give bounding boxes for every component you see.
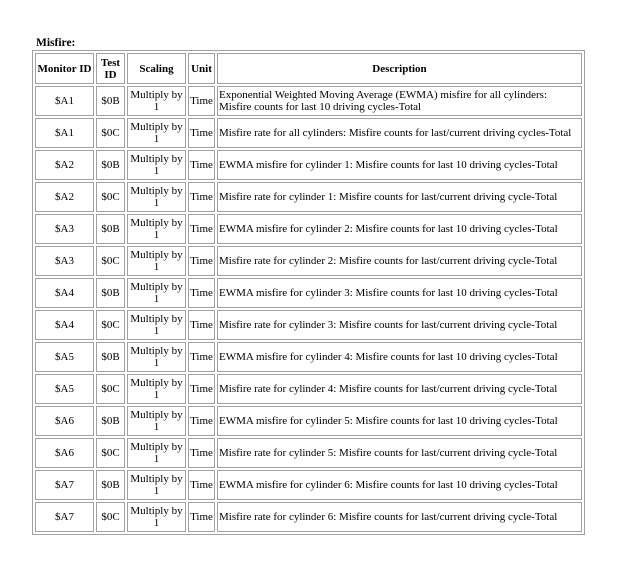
table-row — [35, 502, 582, 532]
description-cell: Misfire rate for cylinder 3: Misfire counts for last/current driving cycle-Total — [217, 310, 582, 340]
monitor-id-cell: $A1 — [35, 86, 94, 116]
table-row — [35, 374, 582, 404]
monitor-id-cell: $A1 — [35, 118, 94, 148]
unit-cell: Time — [188, 342, 215, 372]
unit-cell: Time — [188, 502, 215, 532]
scaling-cell: Multiply by 1 — [127, 86, 186, 116]
scaling-cell: Multiply by 1 — [127, 470, 186, 500]
unit-cell: Time — [188, 406, 215, 436]
monitor-id-cell: $A3 — [35, 246, 94, 276]
unit-cell: Time — [188, 470, 215, 500]
scaling-cell: Multiply by 1 — [127, 182, 186, 212]
test-id-cell: $0C — [96, 502, 125, 532]
description-cell: EWMA misfire for cylinder 3: Misfire counts for last 10 driving cycles-Total — [217, 278, 582, 308]
description-cell: Misfire rate for cylinder 4: Misfire counts for last/current driving cycle-Total — [217, 374, 582, 404]
monitor-id-cell: $A5 — [35, 342, 94, 372]
monitor-id-cell: $A3 — [35, 214, 94, 244]
table-row — [35, 470, 582, 500]
description-cell: EWMA misfire for cylinder 5: Misfire counts for last 10 driving cycles-Total — [217, 406, 582, 436]
scaling-cell: Multiply by 1 — [127, 310, 186, 340]
scaling-cell: Multiply by 1 — [127, 342, 186, 372]
table-row — [35, 310, 582, 340]
test-id-cell: $0C — [96, 310, 125, 340]
table-row — [35, 342, 582, 372]
table-row — [35, 86, 582, 116]
scaling-cell: Multiply by 1 — [127, 374, 186, 404]
description-cell: EWMA misfire for cylinder 4: Misfire counts for last 10 driving cycles-Total — [217, 342, 582, 372]
table-row — [35, 406, 582, 436]
test-id-cell: $0B — [96, 86, 125, 116]
monitor-id-cell: $A6 — [35, 438, 94, 468]
table-row — [35, 214, 582, 244]
unit-cell: Time — [188, 86, 215, 116]
monitor-id-cell: $A7 — [35, 470, 94, 500]
unit-cell: Time — [188, 118, 215, 148]
unit-cell: Time — [188, 374, 215, 404]
monitor-id-cell: $A6 — [35, 406, 94, 436]
header-test-id: Test ID — [96, 53, 125, 84]
scaling-cell: Multiply by 1 — [127, 278, 186, 308]
scaling-cell: Multiply by 1 — [127, 406, 186, 436]
description-cell: EWMA misfire for cylinder 6: Misfire counts for last 10 driving cycles-Total — [217, 470, 582, 500]
scaling-cell: Multiply by 1 — [127, 214, 186, 244]
misfire-table — [32, 50, 585, 535]
description-cell: Exponential Weighted Moving Average (EWMA) misfire for all cylinders: Misfire counts for last 10 driving cycles-Total — [217, 86, 582, 116]
header-unit: Unit — [188, 53, 215, 84]
description-cell: Misfire rate for cylinder 6: Misfire counts for last/current driving cycle-Total — [217, 502, 582, 532]
description-cell: Misfire rate for cylinder 1: Misfire counts for last/current driving cycle-Total — [217, 182, 582, 212]
unit-cell: Time — [188, 214, 215, 244]
monitor-id-cell: $A2 — [35, 182, 94, 212]
monitor-id-cell: $A2 — [35, 150, 94, 180]
test-id-cell: $0C — [96, 246, 125, 276]
test-id-cell: $0B — [96, 278, 125, 308]
unit-cell: Time — [188, 150, 215, 180]
scaling-cell: Multiply by 1 — [127, 438, 186, 468]
test-id-cell: $0C — [96, 182, 125, 212]
table-row — [35, 278, 582, 308]
unit-cell: Time — [188, 438, 215, 468]
unit-cell: Time — [188, 278, 215, 308]
table-row — [35, 150, 582, 180]
monitor-id-cell: $A7 — [35, 502, 94, 532]
description-cell: Misfire rate for cylinder 2: Misfire counts for last/current driving cycle-Total — [217, 246, 582, 276]
description-cell: Misfire rate for cylinder 5: Misfire counts for last/current driving cycle-Total — [217, 438, 582, 468]
unit-cell: Time — [188, 246, 215, 276]
test-id-cell: $0B — [96, 470, 125, 500]
unit-cell: Time — [188, 310, 215, 340]
monitor-id-cell: $A5 — [35, 374, 94, 404]
header-description: Description — [217, 53, 582, 84]
test-id-cell: $0C — [96, 118, 125, 148]
description-cell: EWMA misfire for cylinder 1: Misfire counts for last 10 driving cycles-Total — [217, 150, 582, 180]
description-cell: Misfire rate for all cylinders: Misfire counts for last/current driving cycles-Total — [217, 118, 582, 148]
scaling-cell: Multiply by 1 — [127, 118, 186, 148]
monitor-id-cell: $A4 — [35, 310, 94, 340]
test-id-cell: $0B — [96, 342, 125, 372]
table-row — [35, 182, 582, 212]
description-cell: EWMA misfire for cylinder 2: Misfire counts for last 10 driving cycles-Total — [217, 214, 582, 244]
test-id-cell: $0B — [96, 214, 125, 244]
unit-cell: Time — [188, 182, 215, 212]
monitor-id-cell: $A4 — [35, 278, 94, 308]
test-id-cell: $0B — [96, 406, 125, 436]
section-title: Misfire: — [36, 37, 76, 49]
scaling-cell: Multiply by 1 — [127, 246, 186, 276]
table-header-row — [35, 53, 582, 84]
header-scaling: Scaling — [127, 53, 186, 84]
table-row — [35, 438, 582, 468]
table-row — [35, 246, 582, 276]
test-id-cell: $0C — [96, 374, 125, 404]
scaling-cell: Multiply by 1 — [127, 150, 186, 180]
header-monitor-id: Monitor ID — [35, 53, 94, 84]
test-id-cell: $0B — [96, 150, 125, 180]
scaling-cell: Multiply by 1 — [127, 502, 186, 532]
table-row — [35, 118, 582, 148]
test-id-cell: $0C — [96, 438, 125, 468]
